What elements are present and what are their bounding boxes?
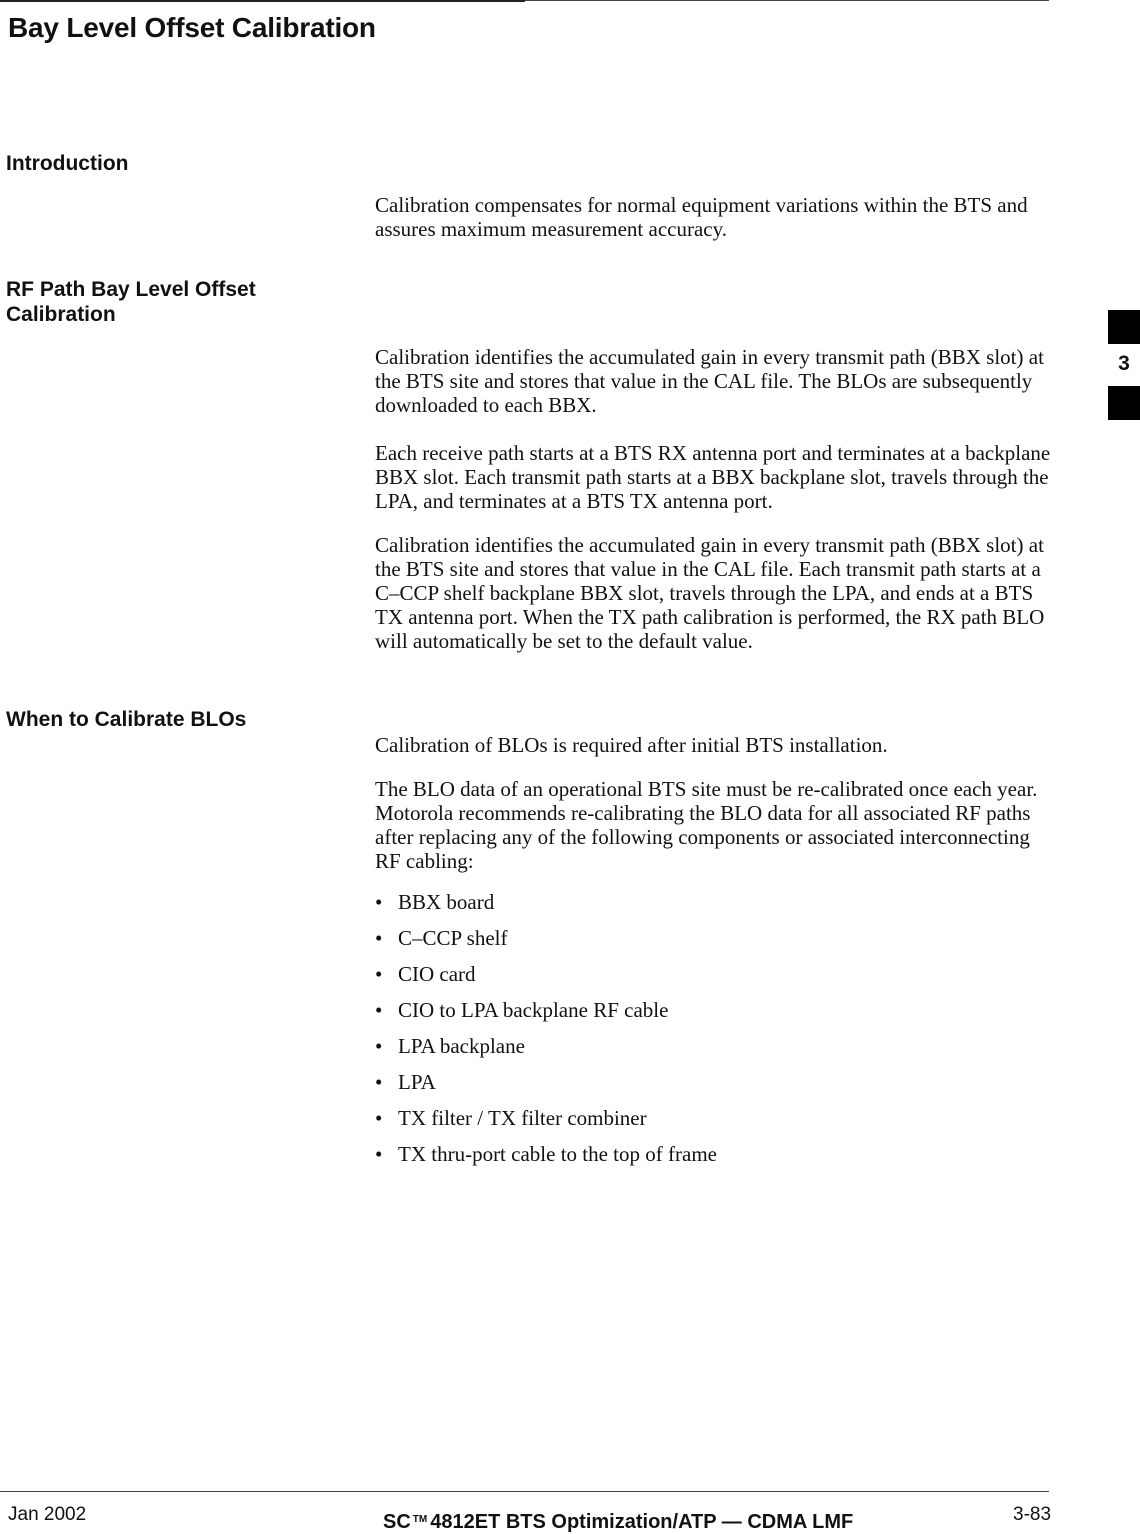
header-rule: [0, 0, 525, 2]
section-heading-rf-path-line1: RF Path Bay Level Offset: [6, 278, 256, 301]
list-item: • TX thru-port cable to the top of frame: [375, 1142, 717, 1166]
chapter-tab-block-bottom: [1108, 386, 1140, 420]
list-item: • CIO card: [375, 962, 476, 986]
intro-paragraph: Calibration compensates for normal equipment variations within the BTS and assures maximum measurement accuracy.: [375, 193, 1028, 241]
trademark-mark: TM: [412, 1514, 428, 1525]
page-title: Bay Level Offset Calibration: [8, 12, 376, 43]
footer-date: Jan 2002: [8, 1504, 87, 1525]
list-item: • CIO to LPA backplane RF cable: [375, 998, 669, 1022]
chapter-tab-number: 3: [1118, 352, 1130, 375]
rf-path-paragraph-2: Each receive path starts at a BTS RX antenna port and terminates at a backplane BBX slot. Each transmit path starts at a BBX backplane slot, travels through the LPA, and terminates at a BTS TX antenna port.: [375, 441, 1051, 513]
component-list: [375, 890, 717, 1178]
header-rule-thin: [525, 0, 1049, 1]
bullet-icon: •: [375, 926, 383, 950]
section-heading-rf-path-line2: Calibration: [6, 303, 116, 326]
footer-page-number: 3-83: [1013, 1504, 1052, 1525]
list-item: • BBX board: [375, 890, 495, 914]
footer-rule: [0, 1491, 1049, 1492]
bullet-icon: •: [375, 1142, 383, 1166]
when-paragraph-2: The BLO data of an operational BTS site must be re-calibrated once each year. Motorola recommends re-calibrating the BLO data for all associated RF paths after replacing any of the following components or associated interconnecting RF cabling:: [375, 777, 1038, 873]
rf-path-paragraph-1: Calibration identifies the accumulated gain in every transmit path (BBX slot) at the BTS site and stores that value in the CAL file. The BLOs are subsequently downloaded to each BBX.: [375, 345, 1044, 417]
bullet-icon: •: [375, 1106, 383, 1130]
list-item: • LPA backplane: [375, 1034, 525, 1058]
chapter-tab-block-top: [1108, 310, 1140, 344]
list-item: • LPA: [375, 1070, 436, 1094]
bullet-icon: •: [375, 1034, 383, 1058]
bullet-icon: •: [375, 962, 383, 986]
bullet-icon: •: [375, 998, 383, 1022]
section-heading-when-to-calibrate: When to Calibrate BLOs: [6, 708, 247, 731]
footer-title: SC ™ 4812ET BTS Optimization/ATP — CDMA LMF: [383, 1511, 854, 1533]
when-paragraph-1: Calibration of BLOs is required after initial BTS installation.: [375, 733, 888, 757]
bullet-icon: •: [375, 890, 383, 914]
list-item: • C–CCP shelf: [375, 926, 508, 950]
section-heading-introduction: Introduction: [6, 152, 129, 175]
bullet-icon: •: [375, 1070, 383, 1094]
list-item: • TX filter / TX filter combiner: [375, 1106, 647, 1130]
rf-path-paragraph-3: Calibration identifies the accumulated gain in every transmit path (BBX slot) at the BTS site and stores that value in the CAL file. Each transmit path starts at a C–CCP shelf backplane BBX slot, travels through the LPA, and ends at a BTS TX antenna port. When the TX path calibration is performed, the RX path BLO will automatically be set to the default value.: [375, 533, 1045, 653]
section-heading-rf-path: [6, 277, 256, 327]
